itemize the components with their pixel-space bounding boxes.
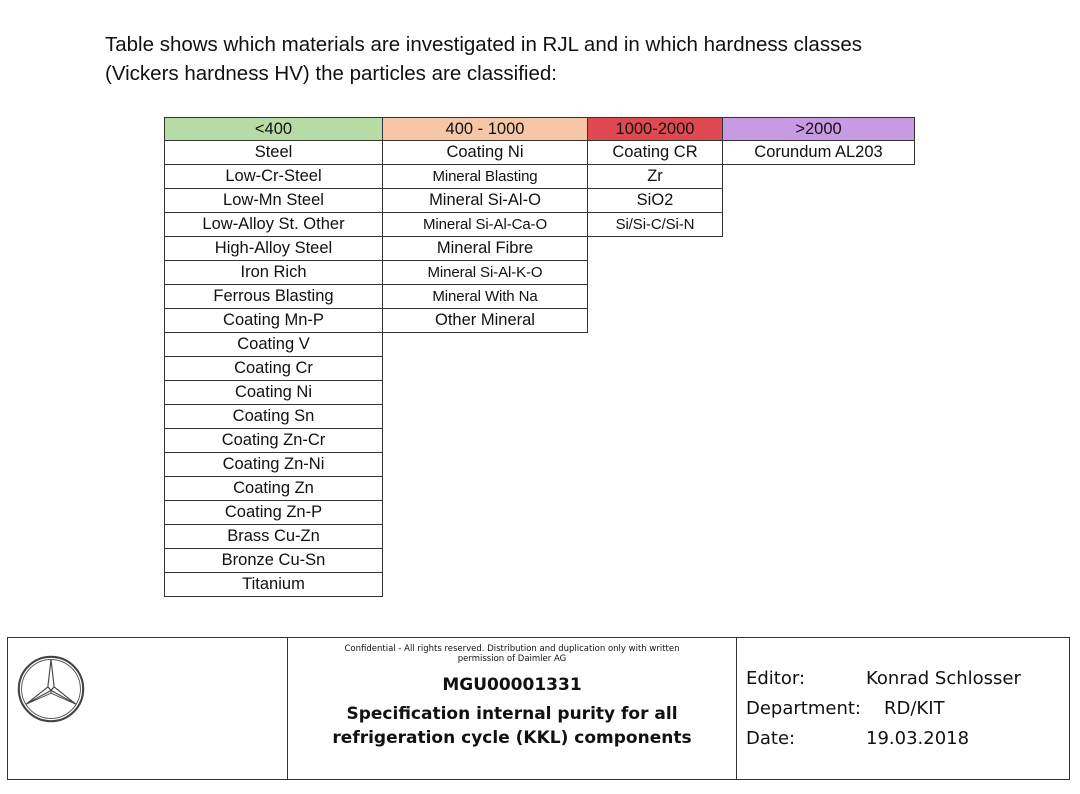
material-cell: Mineral Si-Al-O	[383, 189, 587, 213]
editor-label: Editor:	[746, 668, 806, 689]
hardness-column-gt2000	[722, 117, 915, 165]
material-cell: Bronze Cu-Sn	[165, 549, 382, 573]
material-cell: Other Mineral	[383, 309, 587, 333]
material-cell: Coating V	[165, 333, 382, 357]
hardness-class-header: 1000-2000	[588, 117, 722, 141]
material-cell: Coating Cr	[165, 357, 382, 381]
three-pointed-star-icon	[16, 654, 86, 724]
material-cell: Coating Ni	[165, 381, 382, 405]
hardness-class-header: 400 - 1000	[383, 117, 587, 141]
material-cell: Low-Mn Steel	[165, 189, 382, 213]
spec-title-line-1: Specification internal purity for all	[346, 704, 678, 724]
material-cell: Coating Mn-P	[165, 309, 382, 333]
material-cell: Low-Alloy St. Other	[165, 213, 382, 237]
material-cell: Coating Sn	[165, 405, 382, 429]
intro-text	[105, 30, 1005, 88]
material-cell: Mineral Fibre	[383, 237, 587, 261]
material-cell: Zr	[588, 165, 722, 189]
department-label: Department:	[746, 698, 861, 719]
material-cell: Coating Zn-P	[165, 501, 382, 525]
confidential-notice: Confidential - All rights reserved. Distribution and duplication only with written permission of Daimler AG	[344, 644, 680, 664]
material-cell: Corundum AL203	[723, 141, 914, 165]
material-cell: High-Alloy Steel	[165, 237, 382, 261]
material-cell: SiO2	[588, 189, 722, 213]
material-cell: Titanium	[165, 573, 382, 597]
material-cell: Brass Cu-Zn	[165, 525, 382, 549]
department-value: RD/KIT	[884, 698, 945, 719]
hardness-column-lt400	[164, 117, 383, 597]
intro-line-2: (Vickers hardness HV) the particles are classified:	[105, 62, 557, 85]
spec-title-line-2: refrigeration cycle (KKL) components	[332, 728, 692, 748]
material-cell: Coating Zn	[165, 477, 382, 501]
date-value: 19.03.2018	[866, 728, 970, 749]
hardness-column-400-1000	[382, 117, 588, 333]
intro-line-1: Table shows which materials are investigated in RJL and in which hardness classes	[105, 33, 862, 56]
material-cell: Coating Zn-Ni	[165, 453, 382, 477]
footer-divider	[736, 638, 737, 779]
footer-center	[288, 644, 736, 750]
material-cell: Mineral Si-Al-Ca-O	[383, 213, 587, 237]
editor-value: Konrad Schlosser	[866, 668, 1021, 689]
material-cell: Si/Si-C/Si-N	[588, 213, 722, 237]
material-cell: Mineral Blasting	[383, 165, 587, 189]
document-footer	[7, 637, 1070, 780]
material-cell: Low-Cr-Steel	[165, 165, 382, 189]
footer-meta	[746, 664, 1066, 754]
material-cell: Coating Zn-Cr	[165, 429, 382, 453]
material-cell: Mineral With Na	[383, 285, 587, 309]
hardness-class-header: <400	[165, 117, 382, 141]
document-id: MGU00001331	[442, 675, 582, 695]
material-cell: Steel	[165, 141, 382, 165]
material-cell: Coating Ni	[383, 141, 587, 165]
material-cell: Ferrous Blasting	[165, 285, 382, 309]
material-cell: Iron Rich	[165, 261, 382, 285]
material-cell: Mineral Si-Al-K-O	[383, 261, 587, 285]
hardness-class-header: >2000	[723, 117, 914, 141]
material-cell: Coating CR	[588, 141, 722, 165]
hardness-column-1000-2000	[587, 117, 723, 237]
date-label: Date:	[746, 728, 796, 749]
